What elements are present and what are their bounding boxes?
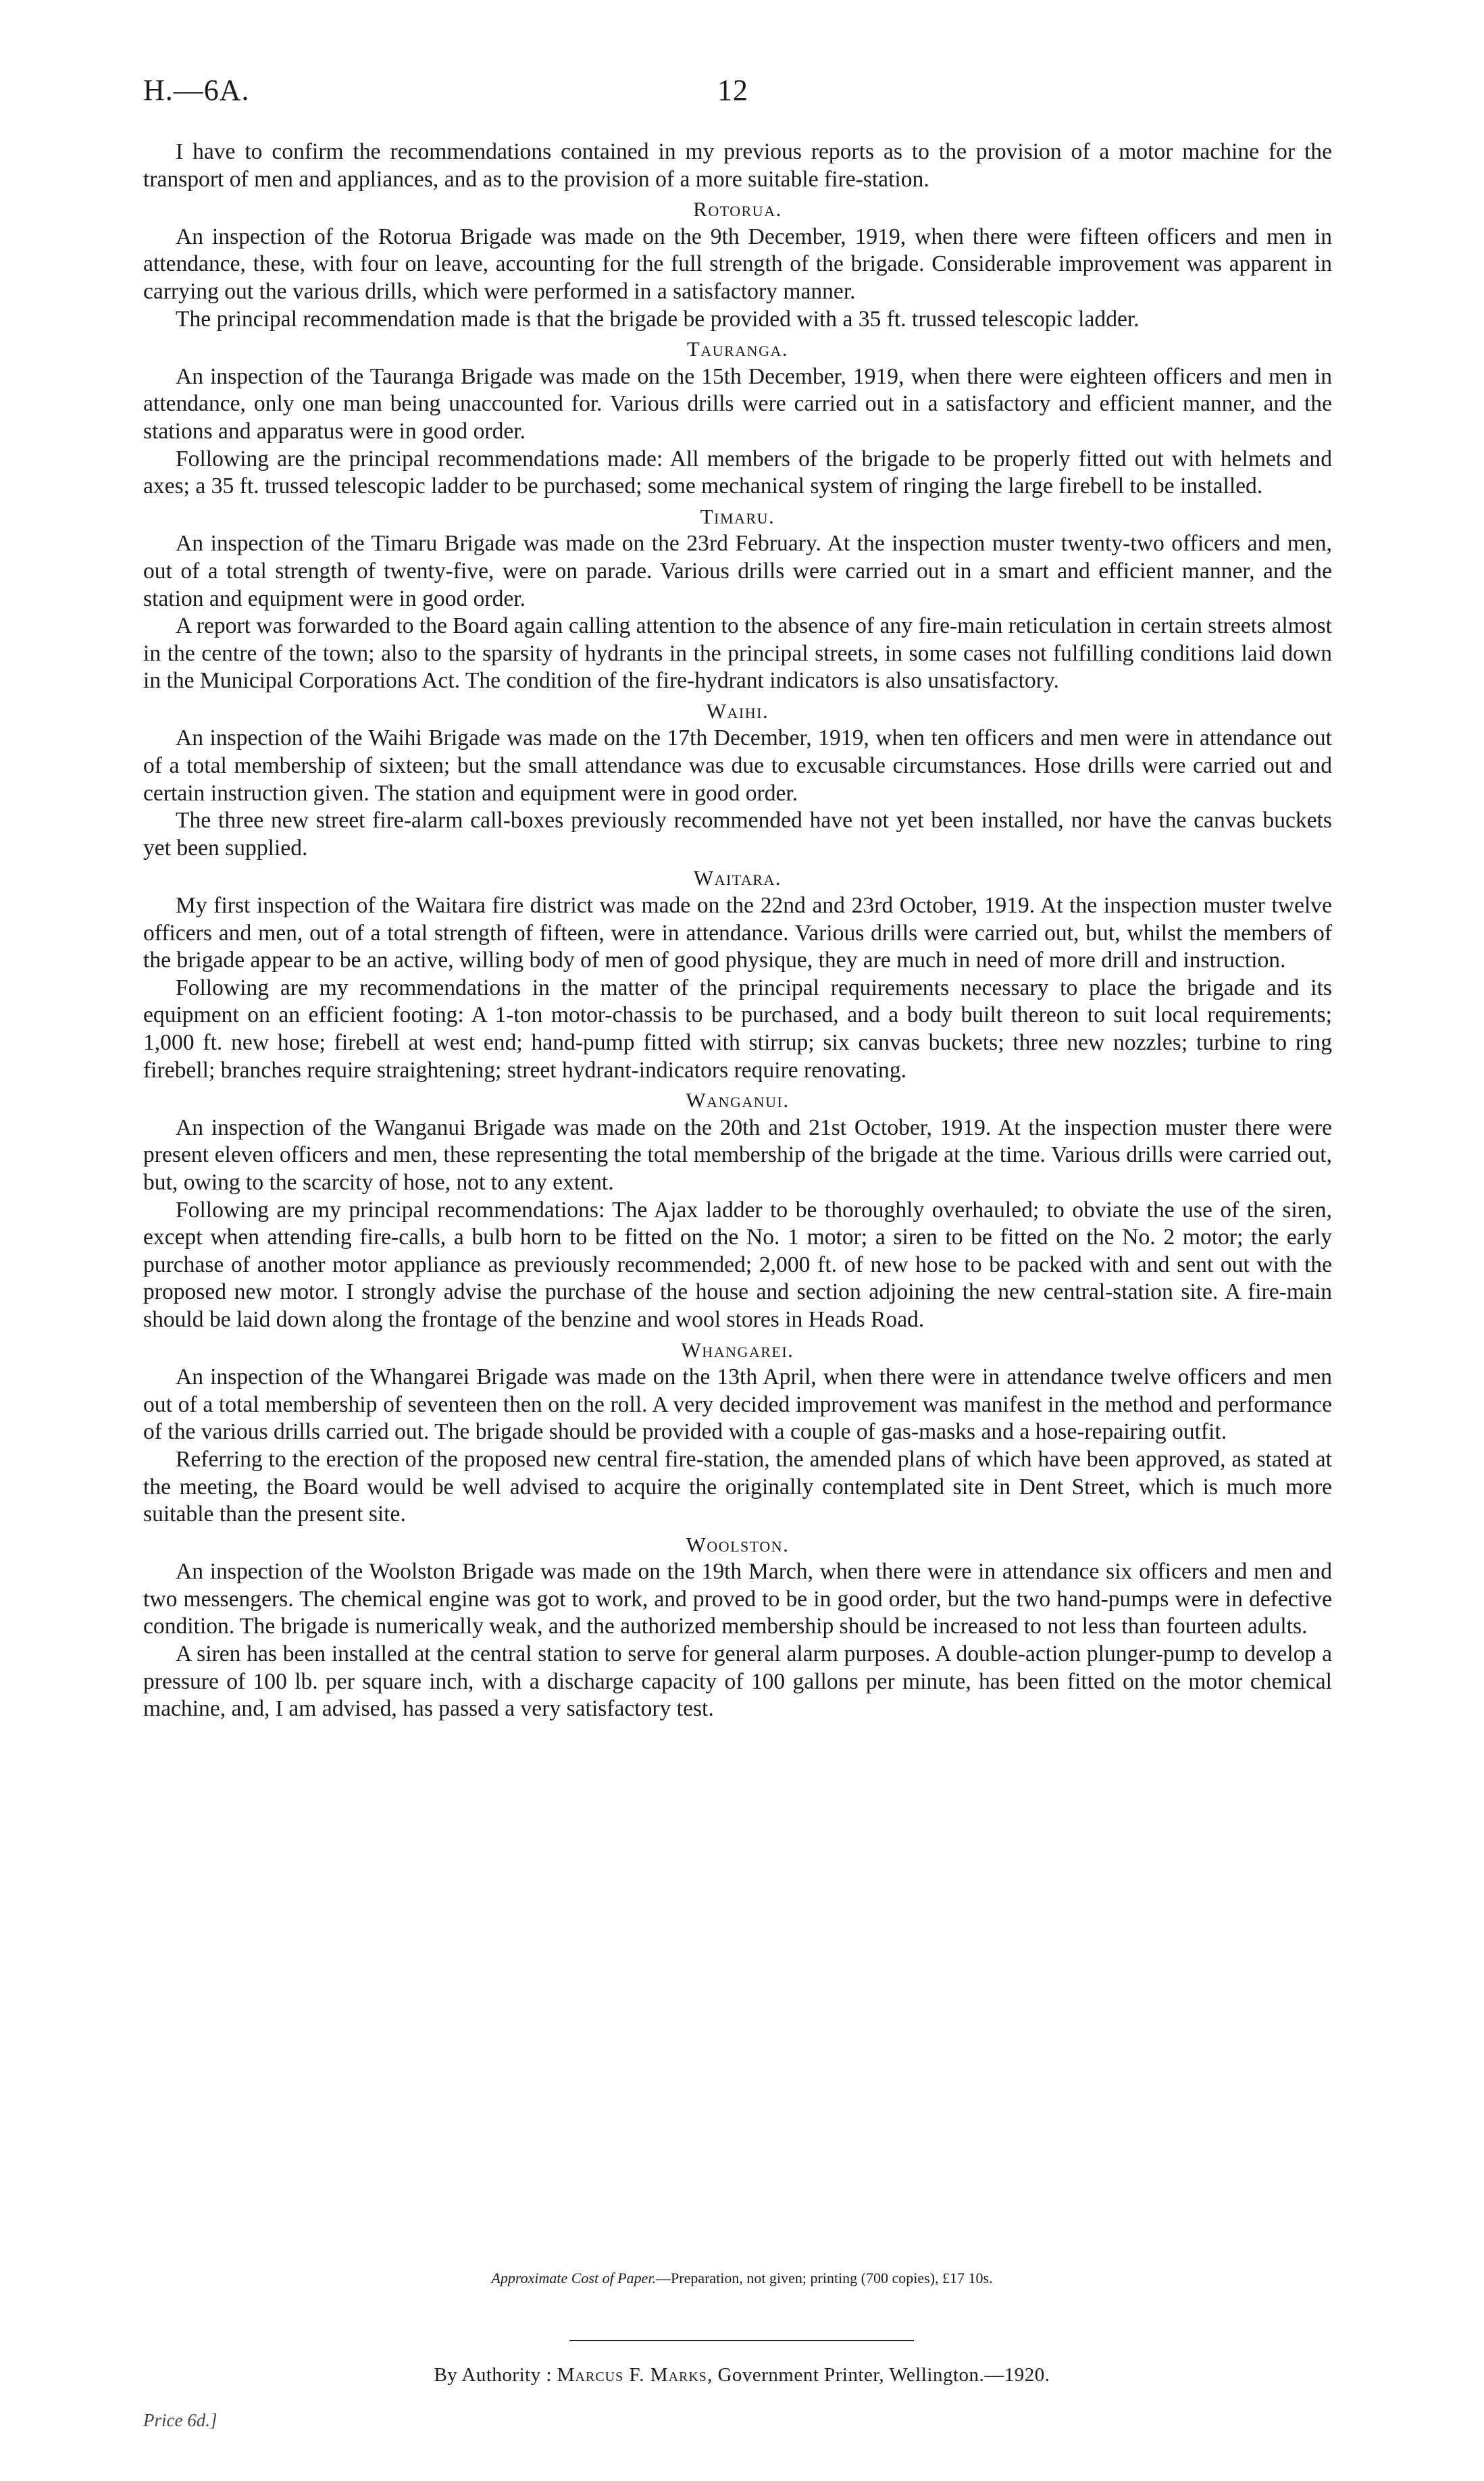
paragraph: A siren has been installed at the central station to serve for general alarm purposes. A double-action plunger-pump to develop a pressure of 100 lb. per square inch, with a discharge capacity of 100 gallons per minute, has been fitted on the motor chemical machine, and, I am advised, has passed a very satisfactory test. <box>143 1641 1332 1722</box>
paragraph: An inspection of the Tauranga Brigade was made on the 15th December, 1919, when there were eighteen officers and men in attendance, only one man being unaccounted for. Various drills were carried out in a satisfactory and efficient manner, and the stations and apparatus were in good order. <box>143 363 1332 444</box>
cost-of-paper-note <box>0 2270 1484 2287</box>
paragraph: An inspection of the Waihi Brigade was made on the 17th December, 1919, when ten officers and men were in attendance out of a total membership of sixteen; but the small attendance was due to excusable circumstances. Hose drills were carried out and certain instruction given. The station and equipment were in good order. <box>143 725 1332 806</box>
printer-name: Marcus F. Marks <box>557 2364 707 2386</box>
section-heading: Wanganui. <box>686 1088 790 1112</box>
cost-label: Approximate Cost of Paper. <box>491 2270 657 2286</box>
paragraph: A report was forwarded to the Board again calling attention to the absence of any fire-main reticulation in certain streets almost in the centre of the town; also to the sparsity of hydrants in the principal streets, in some cases not fulfilling conditions laid down in the Municipal Corporations Act. The condition of the fire-hydrant indicators is also unsatisfactory. <box>143 613 1332 694</box>
section-heading: Waihi. <box>706 698 769 723</box>
paragraph: Following are the principal recommendations made: All members of the brigade to be properly fitted out with helmets and axes; a 35 ft. trussed telescopic ladder to be purchased; some mechanical system of ringing the large firebell to be installed. <box>143 446 1332 499</box>
paragraph: An inspection of the Rotorua Brigade was made on the 9th December, 1919, when there were fifteen officers and men in attendance, these, with four on leave, accounting for the full strength of the brigade. Considerable improvement was apparent in carrying out the various drills, which were performed in a satisfactory manner. <box>143 224 1332 304</box>
page-number: 12 <box>717 74 748 107</box>
report-reference: H.—6A. <box>143 74 250 107</box>
paragraph: Following are my principal recommendations: The Ajax ladder to be thoroughly overhauled; to obviate the use of the siren, except when attending fire-calls, a bulb horn to be fitted on the No. 1 motor; a siren to be fitted on the No. 2 motor; the early purchase of another motor appliance as previously recommended; 2,000 ft. of new hose to be packed with and sent out with the proposed new motor. I strongly advise the purchase of the house and section adjoining the new central-station site. A fire-main should be laid down along the frontage of the benzine and wool stores in Heads Road. <box>143 1197 1332 1332</box>
paragraph: An inspection of the Woolston Brigade was made on the 19th March, when there were in attendance six officers and men and two messengers. The chemical engine was got to work, and proved to be in good order, but the two hand-pumps were in defective condition. The brigade is numerically weak, and the authorized membership should be increased to not less than fourteen adults. <box>143 1559 1332 1639</box>
paragraph: My first inspection of the Waitara fire district was made on the 22nd and 23rd October, 1919. At the inspection muster twelve officers and men, out of a total strength of fifteen, were in attendance. Various drills were carried out, but, whilst the members of the brigade appear to be an active, willing body of men of good physique, they are much in need of more drill and instruction. <box>143 893 1332 973</box>
section-heading: Whangarei. <box>681 1337 794 1362</box>
paragraph: Following are my recommendations in the matter of the principal requirements necessary to place the brigade and its equipment on an efficient footing: A 1-ton motor-chassis to be purchased, and a body built thereon to suit local requirements; 1,000 ft. new hose; firebell at west end; hand-pump fitted with stirrup; six canvas buckets; three new nozzles; turbine to ring firebell; branches require straightening; street hydrant-indicators require renovating. <box>143 975 1332 1083</box>
printer-authority <box>0 2364 1484 2386</box>
price-note: Price 6d.] <box>143 2410 218 2430</box>
section-heading: Timaru. <box>700 504 775 528</box>
section-heading: Woolston. <box>686 1532 790 1556</box>
paragraph: An inspection of the Wanganui Brigade was made on the 20th and 21st October, 1919. At the inspection muster there were present eleven officers and men, these representing the total membership of the brigade at the time. Various drills were carried out, but, owing to the scarcity of hose, not to any extent. <box>143 1115 1332 1195</box>
paragraph: An inspection of the Whangarei Brigade was made on the 13th April, when there were in attendance twelve officers and men out of a total membership of seventeen then on the roll. A very decided improvement was manifest in the method and performance of the various drills carried out. The brigade should be provided with a couple of gas-masks and a hose-repairing outfit. <box>143 1364 1332 1445</box>
footer-divider <box>569 2340 914 2341</box>
authority-suffix: , Government Printer, Wellington.—1920. <box>707 2364 1050 2386</box>
report-body <box>143 138 1332 1723</box>
paragraph: The principal recommendation made is that the brigade be provided with a 35 ft. trussed telescopic ladder. <box>176 306 1140 332</box>
authority-prefix: By Authority : <box>434 2364 553 2386</box>
section-heading: Rotorua. <box>693 197 782 222</box>
paragraph: An inspection of the Timaru Brigade was made on the 23rd February. At the inspection muster twenty-two officers and men, out of a total strength of twenty-five, were on parade. Various drills were carried out in a smart and efficient manner, and the station and equipment were in good order. <box>143 531 1332 611</box>
cost-text: —Preparation, not given; printing (700 copies), £17 10s. <box>656 2270 993 2286</box>
paragraph: I have to confirm the recommendations contained in my previous reports as to the provision of a motor machine for the transport of men and appliances, and as to the provision of a more suitable fire-station. <box>143 139 1332 192</box>
paragraph: Referring to the erection of the proposed new central fire-station, the amended plans of which have been approved, as stated at the meeting, the Board would be well advised to acquire the originally contemplated site in Dent Street, which is much more suitable than the present site. <box>143 1446 1332 1527</box>
paragraph: The three new street fire-alarm call-boxes previously recommended have not yet been installed, nor have the canvas buckets yet been supplied. <box>143 808 1332 861</box>
section-heading: Tauranga. <box>686 337 789 361</box>
section-heading: Waitara. <box>693 866 782 890</box>
